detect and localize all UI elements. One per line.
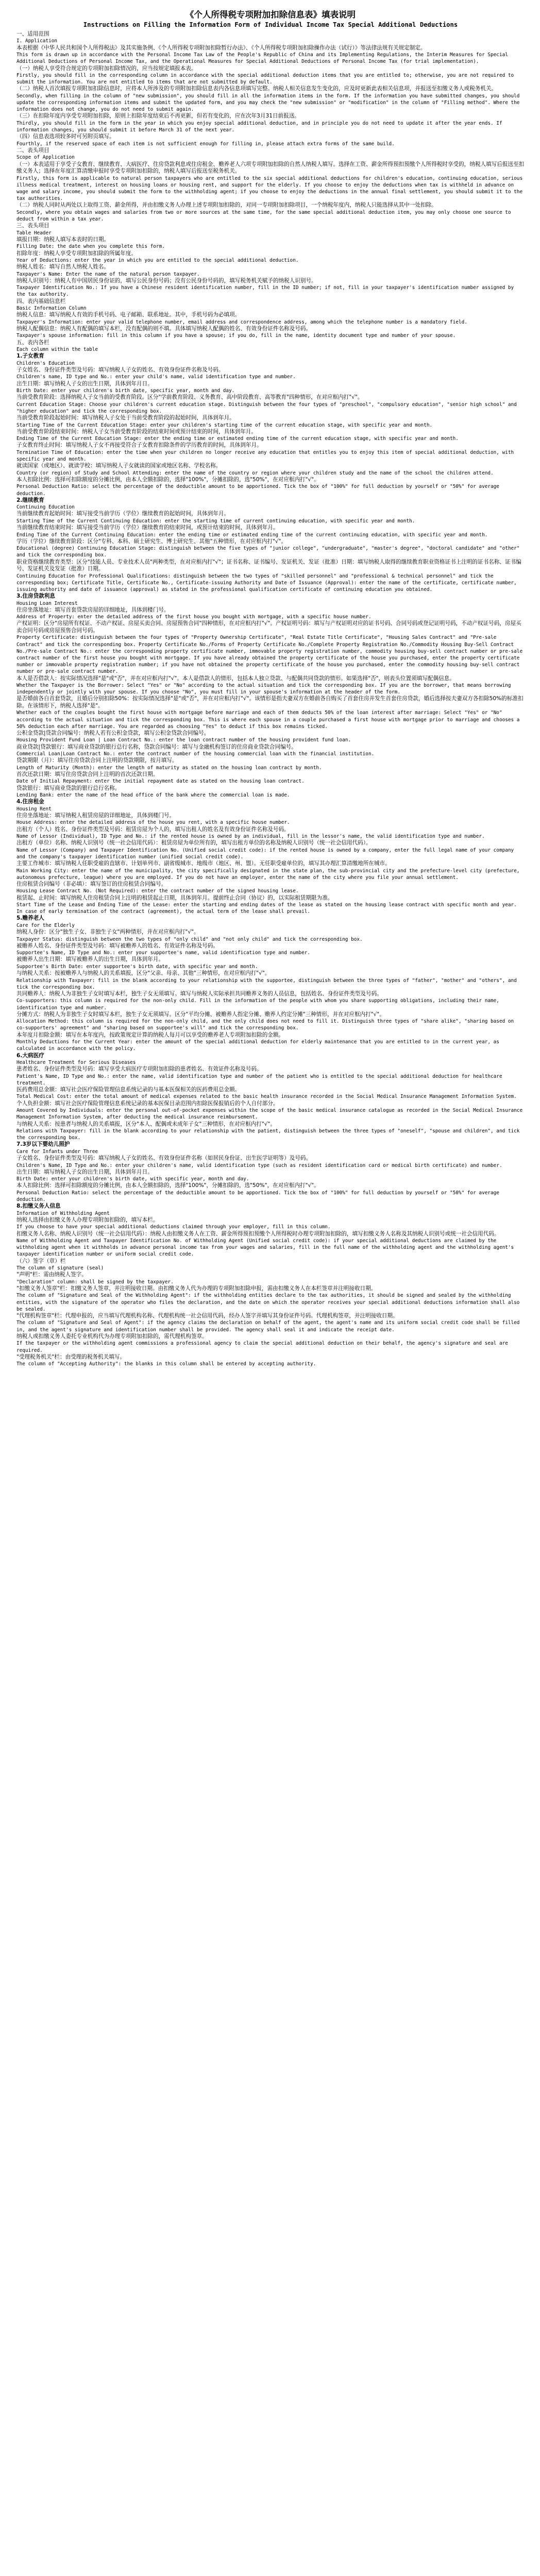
paragraph-chinese: 三、表头项目 <box>16 223 49 229</box>
paragraph-english: Continuing Education for Professional Qualifications: distinguish between the two types of "skilled personnel" and "professional & technical personnel" and tick the corresponding box; Certificate Title, Certificate No., Certificate-issuing Authority and Date of Issuance (Approval): enter the name of the certificate, certificate number, issuing authority and date of issuance (approval) as stated in the professional qualification certificate of continuing education you obtained. <box>16 573 520 592</box>
paragraph-english: Firstly, this form is applicable to natural person taxpayers who are entitled to the six special additional deductions for children's education, continuing education, serious illness medical treatment, interest on housing loans or housing rent, and support for the elderly. If you choose to enjoy the deductions when tax is withheld in advance on wage and salary income, you should submit the form to the withholding agent; if you choose to enjoy the deductions in the annual final settlement, you should submit it to the tax authorities. <box>16 175 526 202</box>
paragraph-english: Scope of Application <box>16 155 75 161</box>
paragraph-chinese: 职业资格继续教育类型：区分"技能人员、专业技术人员"两种类型，在对应框内打"√"；证书名称、证书编号、发证机关、发证（批准）日期：填写纳税人取得的继续教育职业资格证书上注明的证书名称、证书编号、发证机关及发证（批准）日期。 <box>16 558 521 572</box>
paragraph-english: Current Education Stage: Choose your children's current education stage. Distinguish between the four types of "preschool", "compulsory education", "senior high school" and "higher education" and tick the corresponding box. <box>16 401 520 414</box>
paragraph-chinese: 贷款银行：填写商业贷款的银行总行名称。 <box>16 785 121 791</box>
paragraph-chinese: 当前继续教育结束时间：填写接受当前学历（学位）继续教育的结束时间，或预计结束的时间，具体到年月。 <box>16 524 279 531</box>
paragraph-chinese: 当前受教育阶段结束时间：纳税人子女当前受教育阶段的结束时间或预计结束的时间，具体到年月。 <box>16 428 257 435</box>
paragraph-english: The column of signature (seal) <box>16 1265 104 1272</box>
paragraph-chinese: 本表根据《中华人民共和国个人所得税法》及其实施条例、《个人所得税专项附加扣除暂行办法》、《个人所得税专项附加扣除操作办法（试行）》等法律法规有关规定制定。 <box>16 44 426 51</box>
paragraph-english: Secondly, where you obtain wages and salaries from two or more sources at the same time, for the same special additional deduction item, you may only choose one source to deduct from within a tax year. <box>16 209 514 222</box>
paragraph-english: Secondly, when filling in the column of "new submission", you should fill in all the information items in the form. If the information you have submitted changes, you should update the corresponding information items and submit the updated form, and you may check the "new submission" or "modification" in the column of "Filling method". Where the information does not change, you do not need to submit again. <box>16 93 523 113</box>
paragraph-english: Patient's Name, ID Type and No.: enter the name, valid identification type and number of the patient who is entitled to the special additional deduction for healthcare treatment. <box>16 1073 505 1086</box>
paragraph-english: Children's name, ID type and No.: enter your child's name, valid identification type and number. <box>16 374 296 380</box>
section-heading: 6.大病医疗 <box>16 1052 44 1059</box>
paragraph-english: Housing Lease Contract No. (Not Required): enter the contract number of the signed housing lease. <box>16 888 299 894</box>
document-title-english: Instructions on Filling the Information Form of Individual Income Tax Special Additional Deductions <box>83 21 458 28</box>
paragraph-english: Supportee's Name, ID Type and No.: enter your supportee's name, valid identification type and number. <box>16 950 311 956</box>
paragraph-chinese: （六）签字（章）栏 <box>16 1258 66 1264</box>
paragraph-english: Care for Infants under Three <box>16 1148 98 1155</box>
paragraph-chinese: （四）信息表选项较多时可另附页填写。 <box>16 133 115 140</box>
paragraph-chinese: 住房坐落地址：填写纳税人租赁房屋的详细地址，具体到楼门号。 <box>16 812 175 819</box>
paragraph-english: Birth Date: enter your children's birth date, specific year, month and day. <box>16 388 235 394</box>
paragraph-chinese: "扣缴义务人签章"栏：扣缴义务人签章，并注明接收日期。由扣缴义务人代为办理的专项附加扣除申报，需由扣缴义务人在本栏签章并注明接收日期。 <box>16 1285 377 1292</box>
paragraph-english: Lending Bank: enter the name of the head office of the bank where the commercial loan is made. <box>16 792 290 799</box>
paragraph-english: Information of Withholding Agent <box>16 1210 110 1216</box>
paragraph-chinese: 租赁起、止时间：填写纳税人住房租赁合同上注明的租赁起止日期，具体到年月。提前终止合同（协议）的，以实际租赁期限为准。 <box>16 894 333 901</box>
paragraph-chinese: 子女教育终止时间：填写纳税人子女不再接受符合子女教育扣除条件的学历教育的时间，具体到年月。 <box>16 442 262 449</box>
paragraph-chinese: 纳税人或扣缴义务人委托专业机构代为办理专项附加扣除的，需代理机构签章。 <box>16 1333 208 1340</box>
section-heading: 2.继续教育 <box>16 497 44 503</box>
paragraph-english: Date of Initial Repayment: enter the initial repayment date as stated on the housing loan contract. <box>16 778 305 785</box>
paragraph-english: Name of Lessor (Individual), ID Type and No.: if the rented house is owned by an individual, fill in the lessor's name, the valid identification type and number. <box>16 834 485 840</box>
paragraph-chinese: 与纳税人关系：按患者与纳税人的关系填报，区分"本人、配偶或未成年子女"三种情形，在对应框内打"√"。 <box>16 1121 276 1127</box>
paragraph-chinese: 出生日期：填写纳税人子女的出生日期，具体到年月日。 <box>16 380 153 387</box>
paragraph-chinese: 公积金贷款|贷款合同编号：纳税人若有公积金贷款，填写公积金贷款合同编号。 <box>16 730 210 736</box>
paragraph-chinese: 患者姓名、身份证件类型及号码：填写享受大病医疗专项附加扣除的患者姓名、有效证件名称及号码。 <box>16 1066 262 1073</box>
document-body <box>16 31 525 1367</box>
paragraph-english: Name of Withholding Agent and Taxpayer Identification No. of Withholding Agent (Unified social credit code): if your special additional deductions are claimed by the withholding agent when it withholds in advance personal income tax from your wages and salaries, fill in the full name of the withholding agent and the withholding agent's taxpayer identification number or uniform social credit code. <box>16 1238 517 1258</box>
document-title: 《个人所得税专项附加扣除信息表》填表说明 <box>185 10 356 20</box>
paragraph-chinese: 纳税人姓名：填写自然人纳税人姓名。 <box>16 264 110 270</box>
section-heading: 3.住房贷款利息 <box>16 593 55 600</box>
section-heading: 8.扣缴义务人信息 <box>16 1203 61 1210</box>
paragraph-chinese: 贷款期限（月）：填写住房贷款合同上注明的贷款期限，按月填写。 <box>16 757 178 764</box>
paragraph-english: The column of "Signature and Seal of Agent": if the agency claims the declaration on behalf of the agent, the agent's name and its uniform social credit code shall be filled in, and the agent's signature and identification number shall be provided. The agency shall seal it and indicate the receipt date. <box>16 1320 523 1333</box>
paragraph-chinese: 住房坐落地址：填写首套贷款房屋的详细地址，具体到楼门号。 <box>16 606 170 613</box>
paragraph-english: The column of "Accepting Authority": the blanks in this column shall be entered by accepting authority. <box>16 1361 316 1367</box>
paragraph-chinese: 出租方（单位）名称、纳税人识别号（统一社会信用代码）：租赁房屋为单位所有的，填写出租方单位的名称及纳税人识别号（统一社会信用代码）。 <box>16 840 372 846</box>
paragraph-english: If the taxpayer or the withholding agent commissions a professional agency to claim the special additional deduction on their behalf, the agency's signature and seal are required. <box>16 1341 511 1353</box>
paragraph-english: Children's Education <box>16 360 75 366</box>
paragraph-chinese: "受理税务机关"栏：由受理的税务机关填写。 <box>16 1353 126 1360</box>
paragraph-chinese: （一）纳税人享受符合规定的专项附加扣除情况的，应当按规定填报本表。 <box>16 65 197 72</box>
paragraph-english: Length of Maturity (Month): enter the length of maturity as stated on the housing loan contract by month. <box>16 765 322 771</box>
paragraph-english: Ending Time of the Current Continuing Education: enter the ending time or estimated ending time of the current continuing education, with specific year and month. <box>16 532 488 538</box>
paragraph-english: Ending Time of the Current Education Stage: enter the ending time or estimated ending time of the current education stage, with specific year and month. <box>16 436 459 442</box>
paragraph-english: Starting Time of the Current Education Stage: enter your children's starting time of the current education stage, with specific year and month. <box>16 422 433 428</box>
paragraph-english: House Address: enter the detailed address of the house you rent, with a specific house number. <box>16 820 290 826</box>
paragraph-english: Main Working City: enter the name of the municipality, the city specifically designated in the state plan, the sub-provincial city and the prefecture-level city (prefecture, autonomous prefecture, league) where you are employed. If you do not have an employer, enter the name of the city where you file your annual settlement. <box>16 868 523 880</box>
paragraph-chinese: 扣除年度：纳税人享受专项附加扣除的所属年度。 <box>16 250 137 257</box>
paragraph-chinese: 本年度月扣除金额：填写在本年度内，按政策规定计算的纳税人每月可以享受的赡养老人专项附加扣除的金额。 <box>16 1031 284 1038</box>
paragraph-english: Year of Deductions: enter the year in which you are entitled to the special additional deduction. <box>16 257 299 263</box>
paragraph-chinese: 本人是否借款人：按实际情况选择"是"或"否"，并在对应框内打"√"。本人是借款人的情形，包括本人独立贷款、与配偶共同贷款的情形。如果选择"否"，则表头位置须填写配偶信息。 <box>16 675 455 682</box>
paragraph-chinese: （二）纳税人同时从两处以上取得工资、薪金所得，并由扣缴义务人办理上述专项附加扣除的，对同一专项附加扣除项目，一个纳税年度内，纳税人只能选择从其中一处扣除。 <box>16 202 437 209</box>
paragraph-english: Start Time of the Lease and Ending Time of the Lease: enter the starting and ending dates of the lease as stated on the housing lease contract with specific month and year. In case of early termination of the contract (agreement), the actual term of the lease shall prevail. <box>16 902 520 915</box>
paragraph-chinese: 与纳税人关系：按被赡养人与纳税人的关系填报，区分"父亲、母亲、其他"三种情形，在对应框内打"√"。 <box>16 970 271 977</box>
paragraph-english: If you choose to have your special additional deductions claimed through your employer, fill in this column. <box>16 1224 331 1230</box>
paragraph-chinese: 学历（学位）继续教育阶段：区分"专科、本科、硕士研究生、博士研究生、其他"五种情形，在对应框内打"√"。 <box>16 538 287 545</box>
paragraph-chinese: "声明"栏：需由纳税人签字。 <box>16 1272 87 1278</box>
paragraph-english: Taxpayer's Information: enter your valid telephone number, email address and correspondence address, among which the telephone number is a mandatory field. <box>16 319 467 325</box>
paragraph-chinese: 子女姓名、身份证件类型及号码：填写纳税人子女的姓名、有效身份证件名称及号码。 <box>16 366 224 373</box>
paragraph-chinese: 一、适用范围 <box>16 31 49 37</box>
paragraph-chinese: 扣缴义务人名称、纳税人识别号（统一社会信用代码）：纳税人由扣缴义务人在工资、薪金所得预扣预缴个人所得税时办理专项附加扣除的，填写扣缴义务人名称及其纳税人识别号或统一社会信用代码。 <box>16 1230 500 1237</box>
paragraph-chinese: 当前受教育阶段：选择纳税人子女当前的受教育阶段。区分"学前教育阶段、义务教育、高中阶段教育、高等教育"四种情形，在对应框内打"√"。 <box>16 394 363 401</box>
paragraph-english: Educational (degree) Continuing Education Stage: distinguish between the five types of "junior college", "undergraduate", "master's degree", "doctoral candidate" and "other" and tick the corresponding box. <box>16 546 523 558</box>
paragraph-english: Country (or region) of Study and School Attending: enter the name of the country or region where your children study and the name of the school the children attend. <box>16 470 494 476</box>
paragraph-english: Housing Provident Fund Loan | Loan Contract No.: enter the loan contract number of the housing provident fund loan. <box>16 737 351 743</box>
paragraph-chinese: 纳税人信息：填写纳税人有效的手机号码、电子邮箱、联系地址。其中，手机号码为必填项。 <box>16 312 241 318</box>
paragraph-english: Termination Time of Education: enter the time when your children no longer receive any education that entitles you to enjoy this item of special additional deduction, with specific year and month. <box>16 449 517 463</box>
paragraph-english: Starting Time of the Current Continuing Education: enter the starting time of current continuing education, with specific year and month. <box>16 518 415 524</box>
paragraph-english: Birth Date: enter your children's birth date, with specific year, month and day. <box>16 1176 249 1182</box>
paragraph-english: Personal Deduction Ratio: select the percentage of the deductible amount to be apportioned. Tick the box of "100%" for full deduction by yourself or "50%" for average deduction. <box>16 1190 502 1203</box>
paragraph-english: Commercial Loan|Loan Contract No.: enter the contract number of the housing commercial loan with the financial institution. <box>16 751 375 757</box>
paragraph-chinese: 医药费用总金额：填写社会医疗保险管理信息系统记录的与基本医保相关的医药费用总金额。 <box>16 1087 241 1093</box>
paragraph-english: Supportee's Birth Date: enter supportee's birth date, with specific year and month. <box>16 963 258 970</box>
paragraph-english: Each column within the table <box>16 347 98 353</box>
paragraph-english: Taxpayer Status: distinguish between the two types of "only child" and "not only child" and tick the corresponding box. <box>16 936 363 942</box>
paragraph-english: Co-supporters: this column is required for the non-only child. Fill in the information of the people with whom you share supporting obligations, including their name, identification type and number. <box>16 998 502 1011</box>
paragraph-english: Filling Date: the date when you complete this form. <box>16 244 165 250</box>
paragraph-chinese: 本人扣除比例：选择可扣除额度的分摊比例，由本人全额扣除的，选择"100%"，分摊扣除的，选"50%"，在对应框内打"√"。 <box>16 1182 319 1189</box>
paragraph-chinese: 本人扣除比例：选择可扣除额度的分摊比例，由本人全额扣除的，选择"100%"，分摊扣除的，选"50%"，在对应框内打"√"。 <box>16 476 319 483</box>
paragraph-english: Whether the Taxpayer is the Borrower: Select "Yes" or "No" according to the actual situation and tick the corresponding box. If you are the borrower, that means borrowing independently or jointly with your spouse. If you choose "No", you must fill in your spouse's information at the header of the form. <box>16 683 514 696</box>
paragraph-english: Healthcare Treatment for Serious Diseases <box>16 1059 136 1065</box>
paragraph-chinese: 子女姓名、身份证件类型及号码：填写纳税人子女的姓名、有效身份证件名称（如居民身份证、出生医学证明等）及号码。 <box>16 1155 312 1162</box>
paragraph-english: Monthly Deductions for the Current Year: enter the amount of the special additional deduction for elderly maintenance that you are entitled to in the current year, as calculated in accordance with the policy. <box>16 1039 502 1052</box>
paragraph-chinese: 商业贷款|贷款银行：填写商业贷款的银行总行名称，贷款合同编号：填写与金融机构签订的住房商业贷款合同编号。 <box>16 743 297 750</box>
section-heading: 4.住房租金 <box>16 799 44 805</box>
paragraph-english: Relations with Taxpayer: fill in the blank according to your relationship with the patient, distinguish between the three types of "oneself", "spouse and children", and tick the corresponding box. <box>16 1128 523 1141</box>
paragraph-chinese: 二、表头项目 <box>16 147 49 154</box>
paragraph-english: Thirdly, you should fill in the form in the year in which you enjoy special additional deduction, and in principle you do not need to update it after the year ends. If information changes, you should submit it before March 31 of the next year. <box>16 120 505 133</box>
paragraph-english: Children's Name, ID Type and No.: enter your children's name, valid identification type (such as resident identification card or medical birth certificate) and number. <box>16 1162 502 1168</box>
paragraph-english: Relationship with Taxpayer: fill in the blank according to your relationship with the supportee, distinguish between the three types of "father", "mother" and "others", and tick the corresponding box. <box>16 977 520 990</box>
paragraph-english: Property Certificate: distinguish between the four types of "Property Ownership Certificate", "Real Estate Title Certificate", "Housing Sales Contract" and "Pre-sale Contract" and tick the corresponding box. Property Certificate No./Forms of Property Certificate No./Complete Property Registration No./Commodity Housing Buy-Sell Contract No./Pre-sale Contract No.: enter the corresponding property certificate number, immovable property registration number, commodity housing buy-sell contract number or pre-sale contract number of the first house you bought with mortgage. If you have already obtained the property certificate of the house you purchased, enter the property certificate number or immovable property registration number; if you have not obtained the property certificate of the house you purchased, enter the commodity housing buy-sell contract number or pre-sale contract number. <box>16 635 526 675</box>
paragraph-chinese: （一）本表适用于享受子女教育、继续教育、大病医疗、住房贷款利息或住房租金、赡养老人六项专项附加扣除的自然人纳税人填写。选择在工资、薪金所得预扣预缴个人所得税时享受的，纳税人填写后报送至扣缴义务人；选择在年度汇算清缴申报时享受专项附加扣除的，纳税人填写后报送至税务机关。 <box>16 161 525 175</box>
paragraph-chinese: 主要工作城市：填写纳税人任职受雇的直辖市、计划单列市、副省级城市、地级市（地区、州、盟）。无任职受雇单位的，填写其办理汇算清缴地所在城市。 <box>16 860 391 867</box>
paragraph-english: Total Medical Cost: enter the total amount of medical expenses related to the basic health insurance recorded in the Social Medical Insurance Management Information System. <box>16 1094 517 1100</box>
paragraph-english: This form is drawn up in accordance with the Personal Income Tax Law of the People's Republic of China and its Implementing Regulations, the Interim Measures for Special Additional Deductions of Personal Income Tax, and the Operational Measures for Special Additional Deductions of Personal Income Tax (for trial implementation). <box>16 52 511 65</box>
paragraph-english: Housing Rent <box>16 806 52 812</box>
section-heading: 5.赡养老人 <box>16 915 44 922</box>
paragraph-chinese: 纳税人身份：区分"独生子女、非独生子女"两种情形，并在对应框内打"√"。 <box>16 929 199 936</box>
paragraph-chinese: 纳税人选择由扣缴义务人办理专项附加扣除的，填写本栏。 <box>16 1216 159 1223</box>
paragraph-english: Housing Loan Interest <box>16 600 78 606</box>
paragraph-english: Taxpayer's Name: Enter the name of the natural person taxpayer. <box>16 271 200 277</box>
paragraph-chinese: 共同赡养人：纳税人为非独生子女时填写本栏，独生子女无须填写。填写与纳税人实际承担共同赡养义务的人员信息，包括姓名、身份证件类型及号码。 <box>16 990 382 997</box>
paragraph-chinese: 是否婚前各自首套贷款，且婚后分别扣除50%：按实际情况选择"是"或"否"，并在对应框内打"√"。该情形是指夫妻双方在婚前各自购买了首套住房并发生首套住房贷款，婚后选择按夫妻双方各扣除50%的标准扣除。在该情形下，纳税人选择"是"。 <box>16 696 524 709</box>
paragraph-english: Continuing Education <box>16 504 75 511</box>
paragraph-english: Taxpayer Identification No.: If you have a Chinese resident identification number, fill in the ID number; if not, fill in your taxpayer's identification number assigned by the tax authority. <box>16 285 517 298</box>
paragraph-chinese: 分摊方式：纳税人为非独生子女时填写本栏，独生子女无须填写。区分"平均分摊、被赡养人指定分摊、赡养人约定分摊"三种情形，并在对应框内打"√"。 <box>16 1011 385 1018</box>
section-heading: 1.子女教育 <box>16 353 44 360</box>
paragraph-english: Amount Covered by Individuals: enter the personal out-of-pocket expenses within the scope of the basic medical insurance catalogue as recorded in the Social Medical Insurance Management Information System, after deducting the medical insurance reimbursement. <box>16 1108 526 1121</box>
paragraph-chinese: 住房租赁合同编号（非必填）：填写签订的住房租赁合同编号。 <box>16 880 167 887</box>
paragraph-english: Firstly, you should fill in the corresponding column in accordance with the special additional deduction items that you are entitled to; otherwise, you are not required to submit the information. You are not entitled to items that are not submitted by default. <box>16 72 517 86</box>
paragraph-english: "Declaration" column: shall be signed by the taxpayer. <box>16 1279 174 1285</box>
paragraph-english: I. Application <box>16 38 58 44</box>
paragraph-english: Care for the Elderly <box>16 922 75 928</box>
paragraph-english: Basic Information Column <box>16 306 87 312</box>
paragraph-chinese: 填报日期：纳税人填写本表时的日期。 <box>16 236 110 243</box>
paragraph-chinese: 出租方（个人）姓名、身份证件类型及号码：租赁房屋为个人的，填写出租人的姓名及有效身份证件名称及号码。 <box>16 826 290 833</box>
paragraph-chinese: 首次还款日期：填写住房贷款合同上注明的首次还款日期。 <box>16 771 159 777</box>
paragraph-chinese: （三）在扣除年度内享受专项附加扣除，原则上扣除年度结束后不再更新，但若有变化的，应在次年3月31日前报送。 <box>16 113 300 120</box>
paragraph-chinese: 就读国家（或地区）、就读学校：填写纳税人子女就读的国家或地区名称、学校名称。 <box>16 463 222 469</box>
paragraph-chinese: 纳税人识别号：纳税人有中国居民身份证的，填写公民身份号码；没有公民身份号码的，填写税务机关赋予的纳税人识别号。 <box>16 277 317 284</box>
paragraph-english: Allocation Method: this column is required for the non-only child, and the only child does not need to fill it. Distinguish three types of "share alike", "sharing based on co-supporters' agreement" and "sharing based on supportee's will" and tick the corresponding box. <box>16 1019 517 1031</box>
paragraph-english: The column of "Signature and Seal of the Withholding Agent": if the withholding entities declare to the tax authorities, it should be signed and sealed by the withholding entities, with the signature of the operator who files the declaration, and the date on which the operator receives your special additional deductions information shall also be sealed. <box>16 1293 523 1312</box>
paragraph-chinese: 五、表内各栏 <box>16 339 49 346</box>
paragraph-english: Whether each of the couples bought the first house with mortgage before marriage and each of them deducts 50% of the loan interest after marriage: Select "Yes" or "No" according to the actual situation and tick the corresponding box. This is where each spouse in a couple purchased a first house with mortgage prior to marriage and chooses a 50% deduction each after marriage. You are regarded as choosing "Yes" to deduct if this box remains ticked. <box>16 710 523 730</box>
paragraph-chinese: 出生日期：填写纳税人子女的出生日期，具体到年月日。 <box>16 1168 153 1175</box>
paragraph-english: Table Header <box>16 230 52 236</box>
paragraph-chinese: 个人负担金额：填写社会医疗保险管理信息系统记录的基本医保目录范围内扣除医保报销后的个人自付部分。 <box>16 1100 279 1107</box>
paragraph-english: Name of Lessor (Company) and Taxpayer Identification No. (Unified social credit code): if the rented house is owned by a company, enter the full legal name of your company and the company's taxpayer identification number (unified social credit code). <box>16 847 517 860</box>
section-heading: 7.3岁以下婴幼儿照护 <box>16 1141 70 1148</box>
paragraph-chinese: （二）纳税人首次填报专项附加扣除信息时，应将本人所涉及的专项附加扣除信息表内各信息项填写完整。纳税人相关信息发生变化的，应及时更新此表相关信息项，并报送至扣缴义务人或税务机关。 <box>16 86 497 92</box>
paragraph-english: Fourthly, if the reserved space of each item is not sufficient enough for filling in, please attach extra forms of the same build. <box>16 141 395 147</box>
paragraph-english: Taxpayer's spouse information: fill in this column if you have a spouse; if you do, fill in the name, identity document type and number of your spouse. <box>16 333 456 339</box>
paragraph-chinese: 四、表内基础信息栏 <box>16 298 66 304</box>
paragraph-chinese: "代理机构签章"栏：代理申报的，应当填写代理机构名称、代理机构统一社会信用代码，经办人签字并填写其身份证件号码。代理机构签章，并注明接收日期。 <box>16 1312 398 1319</box>
paragraph-chinese: 被赡养人出生日期：填写被赡养人的出生日期，具体到年月。 <box>16 956 164 963</box>
paragraph-chinese: 当前受教育阶段起始时间：填写纳税人子女处于当前受教育阶段的起始时间，具体到年月。 <box>16 415 235 421</box>
paragraph-english: Address of Property: enter the detailed address of the first house you bought with mortgage, with a specific house number. <box>16 614 372 620</box>
paragraph-chinese: 纳税人配偶信息：纳税人有配偶的填写本栏，没有配偶的则不填。具体填写纳税人配偶的姓名、有效身份证件名称及号码。 <box>16 325 312 332</box>
paragraph-chinese: 当前继续教育起始时间：填写接受当前学历（学位）继续教育的起始时间，具体到年月。 <box>16 511 230 517</box>
paragraph-chinese: 被赡养人姓名、身份证件类型及号码：填写被赡养人的姓名、有效证件名称及号码。 <box>16 942 218 949</box>
paragraph-chinese: 产权证明：区分"房屋所有权证、不动产权证、房屋买卖合同、房屋预售合同"四种情形，在对应框内打"√"。产权证明号码：填写与产权证明对应的证书号码、合同号码或登记证明号码，不动产权证号码，房屋买卖合同号码或房屋预售合同号码。 <box>16 620 521 634</box>
paragraph-english: Personal Deduction Ratio: select the percentage of the deductible amount to be apportioned. Tick the box of "100%" for full deduction by yourself or "50%" for average deduction. <box>16 484 502 497</box>
